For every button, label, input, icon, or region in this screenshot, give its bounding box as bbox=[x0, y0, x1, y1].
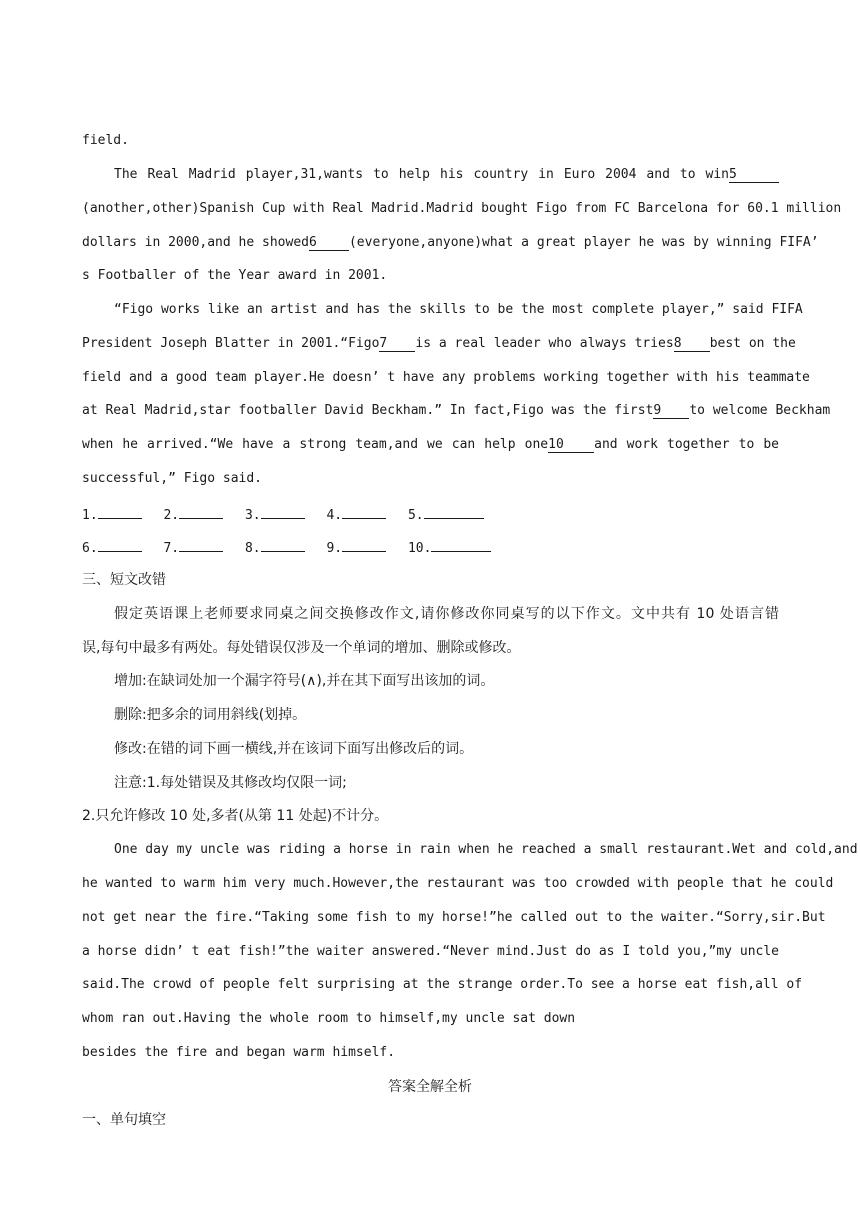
answer-slot[interactable]: 4. bbox=[326, 505, 386, 524]
passage-line: The Real Madrid player,31,wants to help his country in Euro 2004 and to win5 bbox=[114, 167, 779, 183]
instruction-line: 误,每句中最多有两处。每处错误仅涉及一个单词的增加、删除或修改。 bbox=[82, 640, 521, 656]
blank-8: 8 bbox=[674, 337, 710, 352]
answer-slot[interactable]: 1. bbox=[82, 505, 142, 524]
answer-slot[interactable]: 5. bbox=[408, 505, 484, 524]
section-heading: 一、单句填空 bbox=[82, 1112, 166, 1128]
passage-line: field. bbox=[82, 133, 129, 148]
answer-slot[interactable]: 10. bbox=[408, 538, 491, 557]
instruction-line: 注意:1.每处错误及其修改均仅限一词; bbox=[114, 775, 347, 791]
essay-line: besides the fire and began warm himself. bbox=[82, 1045, 396, 1060]
essay-line: he wanted to warm him very much.However,the restaurant was too crowded with people that he could bbox=[82, 876, 834, 891]
instruction-line: 删除:把多余的词用斜线(划掉。 bbox=[114, 707, 307, 723]
blank-9: 9 bbox=[653, 404, 689, 419]
instruction-line: 2.只允许修改 10 处,多者(从第 11 处起)不计分。 bbox=[82, 808, 389, 824]
section-heading: 三、短文改错 bbox=[82, 572, 166, 588]
passage-line: at Real Madrid,star footballer David Beckham.” In fact,Figo was the first9 to welcome Beckham bbox=[82, 403, 831, 418]
answer-title: 答案全解全析 bbox=[388, 1079, 472, 1095]
answer-slot[interactable]: 3. bbox=[245, 505, 305, 524]
essay-line: a horse didn’ t eat fish!”the waiter answered.“Never mind.Just do as I told you,”my uncle bbox=[82, 944, 779, 959]
essay-line: One day my uncle was riding a horse in rain when he reached a small restaurant.Wet and cold,and bbox=[114, 842, 858, 857]
answer-slot[interactable]: 6. bbox=[82, 538, 142, 557]
passage-line: when he arrived.“We have a strong team,and we can help one10 and work together to be bbox=[82, 437, 780, 452]
blank-6: 6 bbox=[309, 236, 349, 251]
instruction-line: 修改:在错的词下画一横线,并在该词下面写出修改后的词。 bbox=[114, 741, 474, 757]
blank-5: 5 bbox=[729, 168, 779, 183]
passage-line: field and a good team player.He doesn’ t have any problems working together with his teammate bbox=[82, 370, 810, 385]
answer-slot[interactable]: 7. bbox=[163, 538, 223, 557]
blank-7: 7 bbox=[379, 337, 415, 352]
answer-row bbox=[82, 538, 505, 557]
essay-line: not get near the fire.“Taking some fish to my horse!”he called out to the waiter.“Sorry,sir.But bbox=[82, 910, 826, 925]
blank-10: 10 bbox=[548, 438, 594, 453]
passage-line: President Joseph Blatter in 2001.“Figo7 is a real leader who always tries8 best on the bbox=[82, 336, 796, 351]
passage-line: dollars in 2000,and he showed6 (everyone,anyone)what a great player he was by winning FIFA’ bbox=[82, 235, 819, 250]
essay-line: whom ran out.Having the whole room to himself,my uncle sat down bbox=[82, 1011, 576, 1026]
answer-slot[interactable]: 2. bbox=[163, 505, 223, 524]
passage-line: successful,” Figo said. bbox=[82, 471, 263, 486]
passage-line: s Footballer of the Year award in 2001. bbox=[82, 268, 388, 283]
answer-row bbox=[82, 505, 498, 524]
instruction-line: 假定英语课上老师要求同桌之间交换修改作文,请你修改你同桌写的以下作文。文中共有 10 处语言错 bbox=[114, 606, 779, 622]
instruction-line: 增加:在缺词处加一个漏字符号(∧),并在其下面写出该加的词。 bbox=[114, 673, 495, 689]
essay-line: said.The crowd of people felt surprising at the strange order.To see a horse eat fish,all of bbox=[82, 977, 803, 992]
passage-line: “Figo works like an artist and has the skills to be the most complete player,” said FIFA bbox=[114, 302, 803, 317]
answer-slot[interactable]: 8. bbox=[245, 538, 305, 557]
answer-slot[interactable]: 9. bbox=[326, 538, 386, 557]
passage-line: (another,other)Spanish Cup with Real Madrid.Madrid bought Figo from FC Barcelona for 60.1 million bbox=[82, 201, 842, 216]
